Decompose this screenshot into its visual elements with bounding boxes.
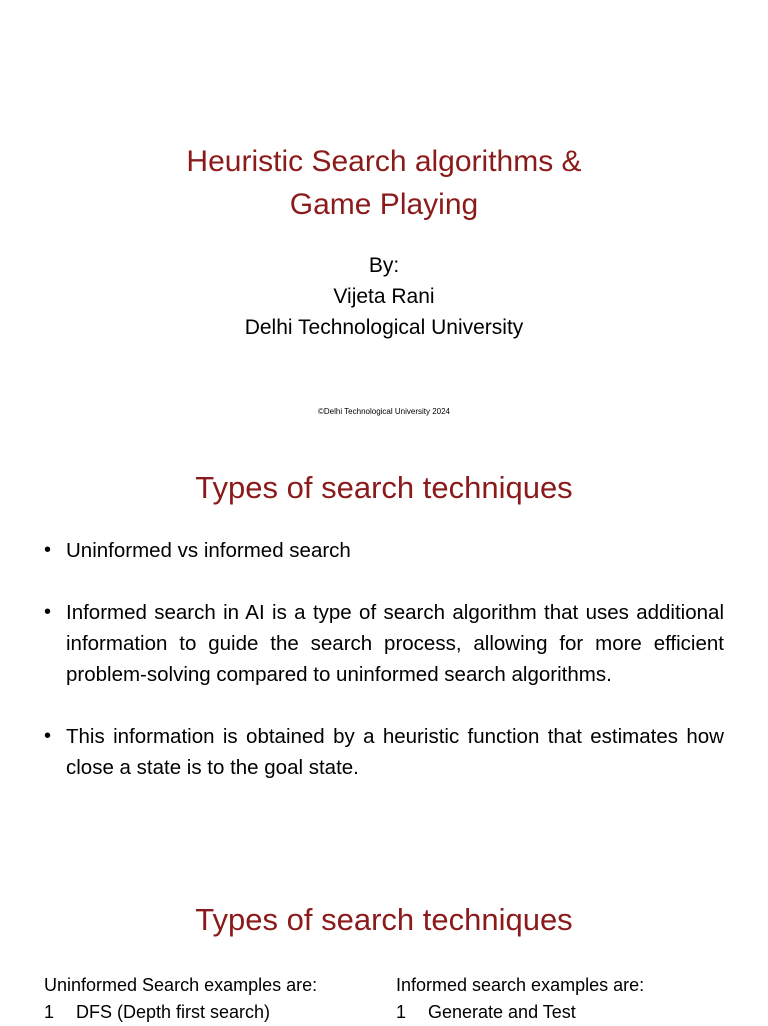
institution-name: Delhi Technological University (244, 316, 524, 339)
bullet-text: This information is obtained by a heuristic function that estimates how close a state is to the goal state. (66, 725, 724, 779)
bullet-icon: • (44, 725, 52, 747)
bullet-item (44, 721, 724, 783)
byline (0, 250, 768, 343)
list-item (396, 999, 644, 1026)
presentation-title (0, 140, 768, 226)
item-number: 1 (44, 1002, 55, 1022)
uninformed-header: Uninformed Search examples are: (44, 975, 318, 995)
item-text: Generate and Test (428, 1002, 576, 1022)
title-line-1: Heuristic Search algorithms & (186, 145, 582, 178)
bullet-icon: • (44, 601, 52, 623)
search-examples-slide (0, 860, 768, 1024)
by-label: By: (368, 254, 400, 277)
search-techniques-slide (0, 440, 768, 860)
item-text: DFS (Depth first search) (76, 1002, 271, 1022)
bullet-item (44, 535, 724, 566)
bullet-item (44, 597, 724, 690)
author-name: Vijeta Rani (333, 285, 435, 308)
list-item (44, 999, 317, 1026)
copyright-notice: ©Delhi Technological University 2024 (317, 407, 451, 416)
slide-heading: Types of search techniques (195, 470, 573, 505)
slide-heading: Types of search techniques (195, 902, 573, 937)
bullet-text: Informed search in AI is a type of search algorithm that uses additional information to guide the search process, allowing for more efficient problem-solving compared to uninformed search algorithms. (66, 601, 724, 686)
uninformed-column (44, 972, 317, 1026)
item-number: 1 (396, 1002, 407, 1022)
informed-column (396, 972, 644, 1026)
title-line-2: Game Playing (289, 188, 479, 221)
bullet-text: Uninformed vs informed search (66, 539, 351, 562)
informed-header: Informed search examples are: (396, 975, 645, 995)
bullet-icon: • (44, 539, 52, 561)
title-slide (0, 0, 768, 440)
bullet-list (44, 535, 724, 814)
